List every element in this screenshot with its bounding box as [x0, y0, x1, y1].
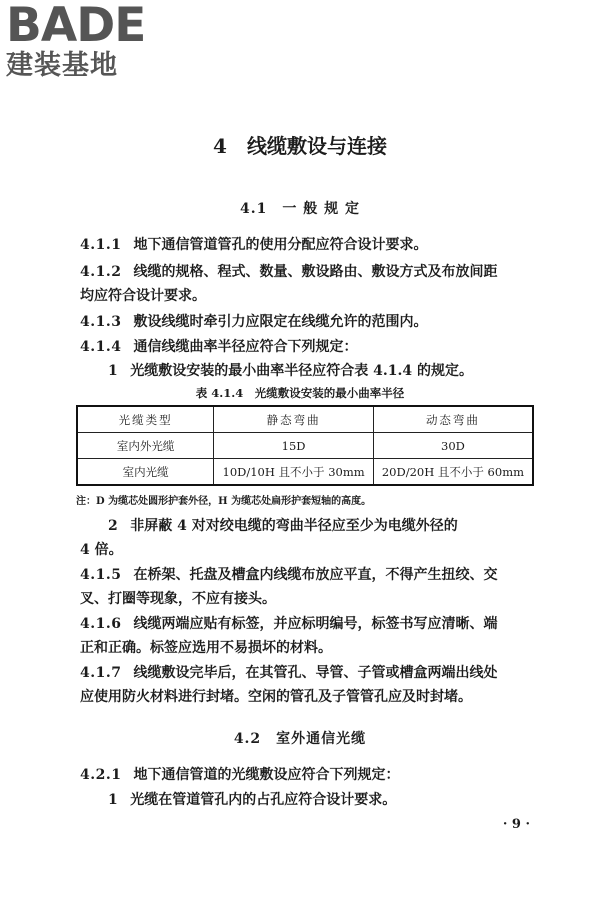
clause-number: 4.1.1	[80, 237, 122, 253]
table-row	[77, 459, 533, 486]
clause-4-2-1	[80, 764, 530, 784]
clause-text: 线缆的规格、程式、数量、敷设路由、敷设方式及布放间距	[133, 264, 498, 280]
logo-subtitle: 建装基地	[6, 50, 118, 81]
clause-number: 4.2.1	[80, 767, 122, 783]
table-cell: 10D/10H 且不小于 30mm	[214, 459, 374, 486]
clause-4-1-5	[80, 564, 530, 584]
table-cell: 室内外光缆	[77, 433, 214, 459]
section-title-4-2: 4.2 室外通信光缆	[233, 731, 367, 747]
header-cell: 静态弯曲	[214, 406, 374, 433]
bend-radius-table	[76, 405, 534, 486]
clause-number: 4.1.3	[80, 314, 122, 330]
item-number: 1	[108, 363, 119, 379]
clause-4-1-5-cont: 叉、打圈等现象，不应有接头。	[80, 591, 276, 607]
clause-4-1-4-item-2-cont: 4 倍。	[80, 542, 123, 558]
clause-number: 4.1.7	[80, 665, 122, 681]
item-number: 1	[108, 792, 119, 808]
table-cell: 20D/20H 且不小于 60mm	[373, 459, 533, 486]
clause-text: 通信线缆曲率半径应符合下列规定：	[133, 339, 358, 355]
logo-wordmark: BADE	[6, 0, 146, 53]
bade-logo	[6, 2, 145, 79]
clause-number: 4.1.4	[80, 339, 122, 355]
clause-text: 在桥架、托盘及槽盒内线缆布放应平直，不得产生扭绞、交	[133, 567, 498, 583]
clause-4-1-6-cont: 正和正确。标签应选用不易损坏的材料。	[80, 640, 332, 656]
item-text: 光缆敷设安装的最小曲率半径应符合表 4.1.4 的规定。	[130, 363, 473, 379]
section-title-4-1: 4.1 一 般 规 定	[240, 201, 360, 217]
table-cell: 15D	[214, 433, 374, 459]
clause-number: 4.1.5	[80, 567, 122, 583]
clause-4-1-4-item-1	[108, 360, 558, 380]
table-row	[77, 433, 533, 459]
clause-text: 线缆两端应贴有标签，并应标明编号，标签书写应清晰、端	[133, 616, 498, 632]
clause-text: 地下通信管道的光缆敷设应符合下列规定：	[133, 767, 400, 783]
clause-4-1-1	[80, 234, 530, 254]
clause-text: 线缆敷设完毕后，在其管孔、导管、子管或槽盒两端出线处	[133, 665, 498, 681]
header-cell: 光缆类型	[77, 406, 214, 433]
clause-4-1-7-cont: 应使用防火材料进行封堵。空闲的管孔及子管管孔应及时封堵。	[80, 689, 472, 705]
clause-4-1-2	[80, 261, 530, 281]
clause-4-1-7	[80, 662, 530, 682]
page-number: · 9 ·	[502, 817, 530, 832]
chapter-title: 4 线缆敷设与连接	[213, 134, 387, 158]
clause-4-1-4	[80, 336, 530, 356]
item-text: 非屏蔽 4 对对绞电缆的弯曲半径应至少为电缆外径的	[130, 518, 458, 534]
clause-4-1-3	[80, 311, 530, 331]
table-cell: 室内光缆	[77, 459, 214, 486]
table-note: 注：D 为缆芯处圆形护套外径，H 为缆芯处扁形护套短轴的高度。	[76, 496, 372, 507]
clause-4-1-4-item-2	[108, 515, 558, 535]
clause-number: 4.1.2	[80, 264, 122, 280]
table-header-row	[77, 406, 533, 433]
clause-text: 敷设线缆时牵引力应限定在线缆允许的范围内。	[133, 314, 428, 330]
clause-text: 地下通信管道管孔的使用分配应符合设计要求。	[133, 237, 428, 253]
item-text: 光缆在管道管孔内的占孔应符合设计要求。	[130, 792, 397, 808]
header-cell: 动态弯曲	[373, 406, 533, 433]
clause-number: 4.1.6	[80, 616, 122, 632]
table-cell: 30D	[373, 433, 533, 459]
clause-4-2-1-item-1	[108, 789, 558, 809]
table-caption: 表 4.1.4 光缆敷设安装的最小曲率半径	[195, 386, 405, 400]
clause-4-1-2-cont: 均应符合设计要求。	[80, 288, 206, 304]
clause-4-1-6	[80, 613, 530, 633]
item-number: 2	[108, 518, 119, 534]
